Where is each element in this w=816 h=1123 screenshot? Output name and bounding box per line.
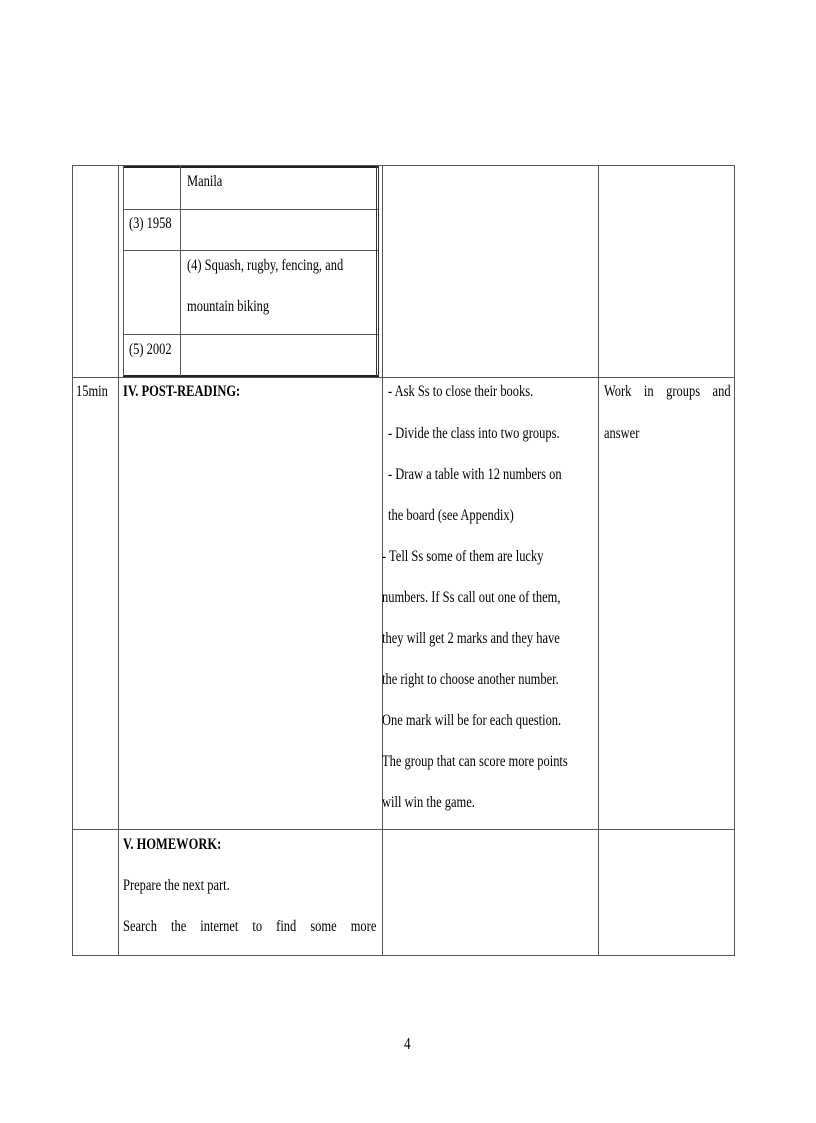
inner-cell-manila: Manila bbox=[187, 173, 223, 190]
homework-heading: V. HOMEWORK: bbox=[123, 836, 222, 853]
student-line-1: Work in groups and bbox=[604, 383, 731, 400]
col-divider-3 bbox=[598, 165, 599, 955]
inner-cell-2002: (5) 2002 bbox=[129, 341, 172, 358]
teacher-line-3: - Draw a table with 12 numbers on bbox=[388, 466, 562, 483]
teacher-line-8: the right to choose another number. bbox=[382, 671, 559, 688]
table-border-bottom bbox=[72, 955, 735, 956]
teacher-line-4: the board (see Appendix) bbox=[388, 507, 514, 524]
teacher-line-11: will win the game. bbox=[382, 794, 475, 811]
col-divider-1 bbox=[118, 165, 119, 955]
time-15min: 15min bbox=[76, 383, 108, 400]
homework-line-1: Prepare the next part. bbox=[123, 877, 230, 894]
row-divider-1 bbox=[72, 377, 735, 378]
inner-row-divider-2 bbox=[123, 250, 379, 251]
inner-row-divider-3 bbox=[123, 334, 379, 335]
post-reading-heading: IV. POST-READING: bbox=[123, 383, 241, 400]
table-border-right bbox=[734, 165, 735, 955]
inner-cell-sports-line1: (4) Squash, rugby, fencing, and bbox=[187, 257, 344, 274]
table-border-left bbox=[72, 165, 73, 955]
student-line-2: answer bbox=[604, 425, 640, 442]
teacher-line-5: - Tell Ss some of them are lucky bbox=[382, 548, 544, 565]
inner-border-top bbox=[123, 166, 379, 168]
inner-cell-sports-line2: mountain biking bbox=[187, 298, 270, 315]
teacher-line-6: numbers. If Ss call out one of them, bbox=[382, 589, 561, 606]
inner-row-divider-1 bbox=[123, 209, 379, 210]
inner-border-left bbox=[123, 166, 124, 376]
row-divider-2 bbox=[72, 829, 735, 830]
inner-cell-1958: (3) 1958 bbox=[129, 215, 172, 232]
teacher-line-10: The group that can score more points bbox=[382, 753, 568, 770]
homework-line-2: Search the internet to find some more bbox=[123, 918, 377, 935]
teacher-line-9: One mark will be for each question. bbox=[382, 712, 562, 729]
teacher-line-7: they will get 2 marks and they have bbox=[382, 630, 560, 647]
inner-border-bottom bbox=[123, 375, 379, 377]
page-number: 4 bbox=[404, 1034, 411, 1053]
teacher-line-2: - Divide the class into two groups. bbox=[388, 425, 560, 442]
teacher-line-1: - Ask Ss to close their books. bbox=[388, 383, 534, 400]
